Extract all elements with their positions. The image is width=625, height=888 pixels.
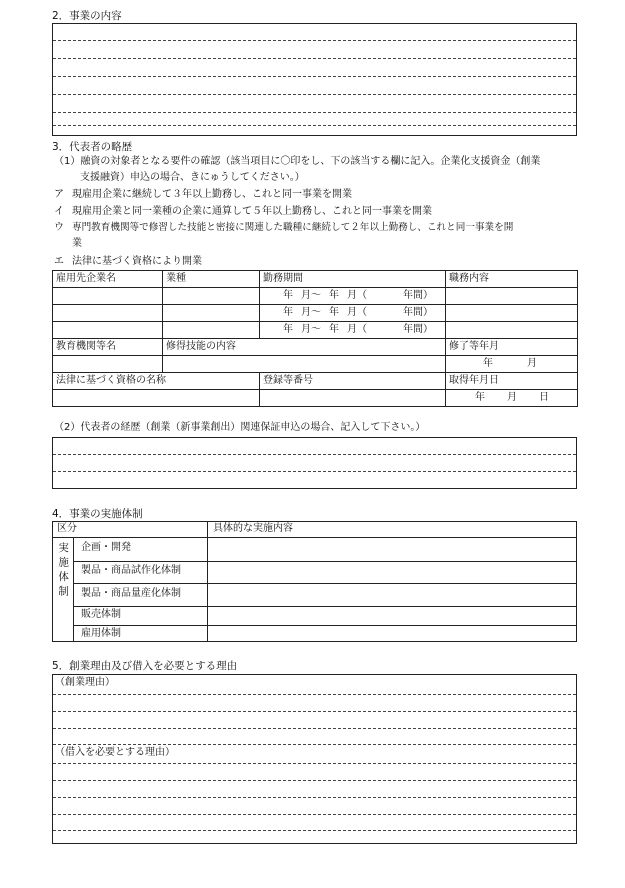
row-sales-label: 販売体制 xyxy=(81,609,121,620)
writing-line xyxy=(53,763,576,764)
acquired-date-cell[interactable]: 年 月 日 xyxy=(446,390,578,407)
writing-line xyxy=(53,112,576,113)
school-cell[interactable] xyxy=(53,356,163,373)
industry-cell[interactable] xyxy=(163,288,260,305)
writing-line xyxy=(53,454,576,455)
employer-cell[interactable] xyxy=(53,322,163,339)
job-cell[interactable] xyxy=(446,322,578,339)
table-row xyxy=(53,390,578,407)
writing-line xyxy=(53,471,576,472)
detail-cell-employment[interactable] xyxy=(208,626,576,642)
borrowing-reason-label: （借入を必要とする理由） xyxy=(55,747,175,758)
writing-line xyxy=(53,744,576,745)
implementation-table xyxy=(52,521,577,642)
writing-line xyxy=(53,814,576,815)
detail-cell-sales[interactable] xyxy=(208,607,576,625)
section3-title: 3．代表者の略歴 xyxy=(52,141,133,153)
section2-title: 2．事業の内容 xyxy=(52,10,122,22)
option-i-text: 現雇用企業と同一業種の企業に通算して５年以上勤務し、これと同一事業を開業 xyxy=(72,206,432,217)
detail-cell-massprod[interactable] xyxy=(208,584,576,606)
table-row xyxy=(53,322,578,339)
table-row xyxy=(53,356,578,373)
category-header: 区分 xyxy=(57,523,77,534)
industry-cell[interactable] xyxy=(163,305,260,322)
row-employment-label: 雇用体制 xyxy=(81,628,121,639)
regno-cell[interactable] xyxy=(260,390,446,407)
option-u-text: 専門教育機関等で修習した技能と密接に関連した職種に継続して２年以上勤務し、これと同一事業を開 xyxy=(72,222,514,233)
writing-line xyxy=(53,125,576,126)
requirement-text-line1: （1）融資の対象者となる要件の確認（該当項目に〇印をし、下の該当する欄に記入。企業化支援資金（創業 xyxy=(54,156,541,167)
option-e-text: 法律に基づく資格により開業 xyxy=(72,256,202,267)
writing-line xyxy=(53,94,576,95)
job-cell[interactable] xyxy=(446,288,578,305)
writing-line xyxy=(53,711,576,712)
detail-header: 具体的な実施内容 xyxy=(213,523,293,534)
option-e-mark[interactable]: エ xyxy=(54,256,64,267)
reason-box[interactable] xyxy=(52,674,577,844)
option-u-text-cont: 業 xyxy=(72,238,82,249)
section5-title: 5．創業理由及び借入を必要とする理由 xyxy=(52,660,238,672)
row-prototype-label: 製品・商品試作化体制 xyxy=(81,565,181,576)
grad-date-cell[interactable]: 年 月 xyxy=(446,356,578,373)
education-table xyxy=(52,338,578,373)
career-history-label: （2）代表者の経歴（創業（新事業創出）関連保証申込の場合、記入して下さい。） xyxy=(54,422,426,433)
writing-line xyxy=(53,780,576,781)
table-row xyxy=(53,305,578,322)
implementation-vertical-label: 実施体制 xyxy=(57,542,70,600)
writing-line xyxy=(53,76,576,77)
skill-header: 修得技能の内容 xyxy=(163,339,446,356)
period-cell[interactable]: 年 月～ 年 月（ 年間） xyxy=(260,288,446,305)
option-a-mark[interactable]: ア xyxy=(54,189,64,200)
skill-cell[interactable] xyxy=(163,356,446,373)
period-cell[interactable]: 年 月～ 年 月（ 年間） xyxy=(260,305,446,322)
employer-header: 雇用先企業名 xyxy=(53,271,163,288)
employer-cell[interactable] xyxy=(53,288,163,305)
requirement-text-line2: 支援融資）申込の場合、きにゅうしてください。） xyxy=(80,172,305,183)
license-cell[interactable] xyxy=(53,390,260,407)
detail-cell-planning[interactable] xyxy=(208,538,576,561)
detail-cell-prototype[interactable] xyxy=(208,562,576,583)
license-header: 法律に基づく資格の名称 xyxy=(53,373,260,390)
section4-title: 4．事業の実施体制 xyxy=(52,508,143,520)
career-history-box[interactable] xyxy=(52,437,577,489)
writing-line xyxy=(53,728,576,729)
regno-header: 登録等番号 xyxy=(260,373,446,390)
option-a-text: 現雇用企業に継続して３年以上勤務し、これと同一事業を開業 xyxy=(72,189,352,200)
acquired-header: 取得年月日 xyxy=(446,373,578,390)
period-header: 勤務期間 xyxy=(260,271,446,288)
writing-line xyxy=(53,58,576,59)
industry-header: 業種 xyxy=(163,271,260,288)
career-table xyxy=(52,270,578,339)
business-content-box[interactable] xyxy=(52,23,577,136)
option-i-mark[interactable]: イ xyxy=(54,206,64,217)
table-row xyxy=(53,288,578,305)
writing-line xyxy=(53,797,576,798)
row-massprod-label: 製品・商品量産化体制 xyxy=(81,588,181,599)
industry-cell[interactable] xyxy=(163,322,260,339)
employer-cell[interactable] xyxy=(53,305,163,322)
job-cell[interactable] xyxy=(446,305,578,322)
job-header: 職務内容 xyxy=(446,271,578,288)
founding-reason-label: （創業理由） xyxy=(55,677,115,688)
writing-line xyxy=(53,830,576,831)
license-table xyxy=(52,372,578,407)
school-header: 教育機関等名 xyxy=(53,339,163,356)
writing-line xyxy=(53,694,576,695)
option-u-mark[interactable]: ウ xyxy=(54,222,64,233)
row-planning-label: 企画・開発 xyxy=(81,542,131,553)
grad-header: 修了等年月 xyxy=(446,339,578,356)
period-cell[interactable]: 年 月～ 年 月（ 年間） xyxy=(260,322,446,339)
writing-line xyxy=(53,40,576,41)
